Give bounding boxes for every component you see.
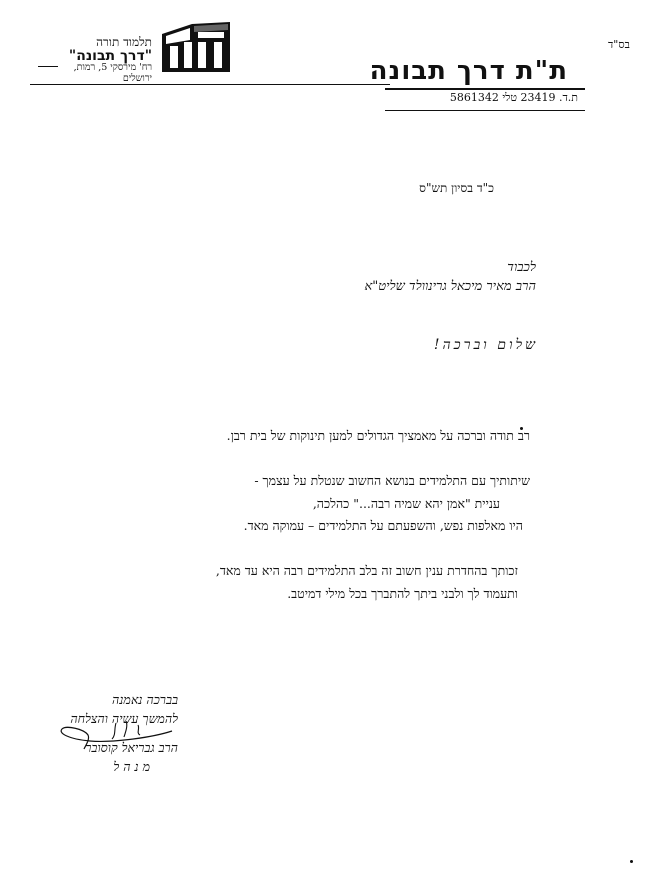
logo-city: ירושלים [122,73,152,84]
body-line: שיתותיך עם התלמידים בנושא החשוב שנטלת על עצמך - [254,473,530,488]
letter-date: כ"ד בסיון תש"ס [419,181,494,195]
logo-name: "דרך תבונה" [68,48,152,64]
body-line: זכותך בהחדרת ענין חשוב זה בלב התלמידים רבה היא עד מאד, [215,563,518,578]
body-line: רב תודה וברכה על מאמציך הגדולים למען תינוקות של בית רבן. [226,428,530,443]
closing-line: להמשך עשיה והצלחה [70,711,178,726]
logo-street: רח' מירסקי 5, רמות, [73,62,152,73]
body-line: היו מאלפות נפש, והשפעתם על התלמידים – עמוקה מאד. [243,518,523,533]
logo-divider [38,66,58,67]
greeting: שלום וברכה! [433,337,538,353]
recipient-name: הרב מאיר מיכאל גרינוולד שליט"א [364,279,536,294]
signer-name: הרב גבריאל קוסובר [85,740,178,755]
letterhead-divider [30,84,390,85]
ink-speck [630,860,633,863]
bsd-mark: בס"ד [608,38,630,51]
letterhead-rule-top [385,88,585,90]
school-logo-icon [156,20,234,74]
closing-line: בברכה נאמנה [112,692,178,707]
letterhead-rule-bottom [385,110,585,111]
body-line: עניית "אמן יהא שמיה רבה..." כהלכה, [312,496,500,511]
signer-title: מנהל [113,759,154,774]
body-line: ותעמוד לך ולבני ביתך להתברך בכל מילי דמיטב. [287,586,518,601]
logo-subtitle: תלמוד תורה [96,35,152,49]
letterhead-address: ת.ד. 23419 טלי 5861342 [449,91,578,104]
recipient-label: לכבוד [507,260,536,275]
letterhead-title: ת"ת דרך תבונה [369,56,568,86]
